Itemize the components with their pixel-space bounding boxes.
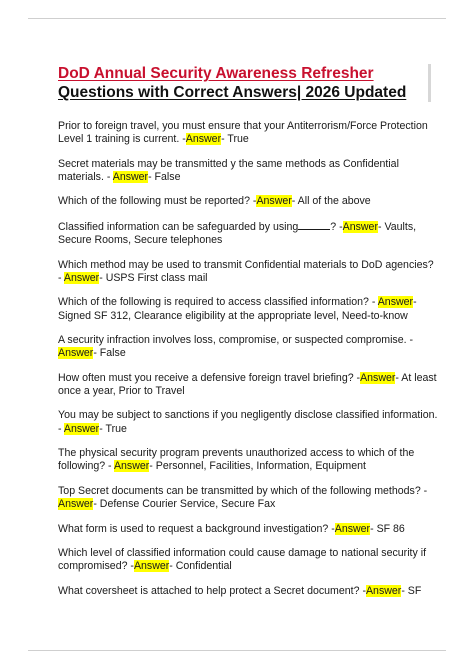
answer-text: - SF 86 <box>370 522 405 535</box>
qa-item <box>58 485 438 511</box>
question-text: Classified information can be safeguarded by using <box>58 220 299 233</box>
qa-item <box>58 447 438 473</box>
question-text: How often must you receive a defensive foreign travel briefing? - <box>58 371 361 384</box>
qa-item <box>58 547 438 573</box>
document-title <box>58 64 431 102</box>
answer-text: - Defense Courier Service, Secure Fax <box>93 498 276 511</box>
qa-item <box>58 523 438 536</box>
question-text: What coversheet is attached to help protect a Secret document? - <box>58 584 366 597</box>
answer-text: - Vaults, Secure Rooms, Secure telephones <box>58 220 417 247</box>
title-line-2: Questions with Correct Answers| 2026 Updated <box>58 84 407 101</box>
answer-text: - Personnel, Facilities, Information, Equipment <box>149 460 366 473</box>
answer-text: - False <box>148 170 181 183</box>
answer-label: Answer <box>112 170 149 183</box>
qa-item <box>58 195 438 208</box>
answer-label: Answer <box>58 347 94 360</box>
question-text: Which of the following is required to access classified information? - <box>58 296 378 309</box>
title-line-1: DoD Annual Security Awareness Refresher <box>58 65 374 82</box>
answer-label: Answer <box>63 271 100 284</box>
answer-label: Answer <box>58 498 94 511</box>
answer-text: - SF <box>401 584 422 597</box>
question-text: Secret materials may be transmitted y the same methods as Confidential materials. - <box>58 157 399 183</box>
qa-item <box>58 120 438 146</box>
qa-list <box>58 120 438 609</box>
answer-label: Answer <box>377 296 414 309</box>
question-text: Which level of classified information could cause damage to national security if compromised? - <box>58 547 427 573</box>
qa-item <box>58 409 438 435</box>
top-divider <box>28 18 446 19</box>
answer-label: Answer <box>365 584 402 597</box>
qa-item <box>58 259 438 285</box>
question-text: Which method may be used to transmit Confidential materials to DoD agencies? - <box>58 258 434 284</box>
question-text: You may be subject to sanctions if you negligently disclose classified information. - <box>58 409 438 435</box>
answer-text: - False <box>93 347 126 360</box>
question-text: The physical security program prevents unauthorized access to which of the following? - <box>58 447 415 473</box>
qa-item <box>58 296 438 322</box>
question-text: Prior to foreign travel, you must ensure that your Antiterrorism/Force Protection Level 1 training is current. - <box>58 120 428 146</box>
answer-text: - True <box>221 133 249 146</box>
answer-label: Answer <box>342 220 378 233</box>
answer-label: Answer <box>360 371 396 384</box>
question-text: Which of the following must be reported? - <box>58 195 257 208</box>
answer-text: - All of the above <box>291 195 371 208</box>
qa-item <box>58 220 438 247</box>
bottom-divider <box>28 650 446 651</box>
answer-label: Answer <box>256 195 292 208</box>
answer-label: Answer <box>113 460 150 473</box>
answer-label: Answer <box>63 422 100 435</box>
answer-text: - At least once a year, Prior to Travel <box>58 371 437 397</box>
qa-item <box>58 158 438 184</box>
question-text: What form is used to request a background investigation? - <box>58 522 335 535</box>
answer-text: - Signed SF 312, Clearance eligibility at the appropriate level, Need-to-know <box>58 296 417 322</box>
question-text: ? - <box>330 220 343 233</box>
answer-label: Answer <box>185 133 222 146</box>
answer-text: - Confidential <box>169 560 232 573</box>
qa-item <box>58 585 438 598</box>
answer-text: - True <box>99 422 127 435</box>
qa-item <box>58 372 438 398</box>
fill-in-blank <box>298 220 330 230</box>
qa-item <box>58 334 438 360</box>
answer-label: Answer <box>133 560 170 573</box>
answer-label: Answer <box>334 522 371 535</box>
answer-text: - USPS First class mail <box>99 271 208 284</box>
question-text: Top Secret documents can be transmitted by which of the following methods? - <box>58 484 428 497</box>
question-text: A security infraction involves loss, compromise, or suspected compromise. - <box>58 334 414 347</box>
